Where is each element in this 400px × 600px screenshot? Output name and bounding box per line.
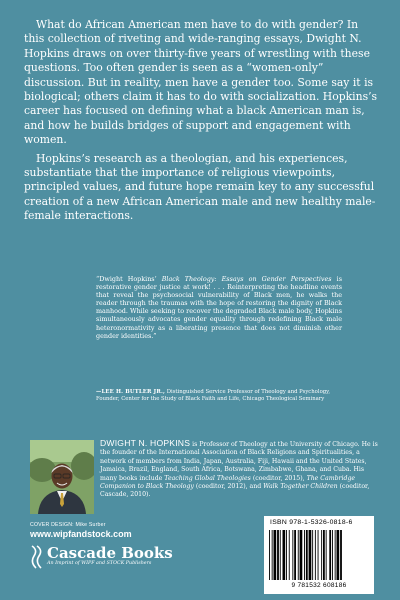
author-bio [100,439,380,500]
intro-blurb [24,18,379,224]
endorser-credit [96,389,342,403]
author-portrait-icon [30,440,94,514]
endorser-name: LEE H. BUTLER JR., [101,389,166,395]
quote-open: “Dwight Hopkins’ [96,275,162,283]
publisher-logo [30,543,200,571]
barcode-icon [267,530,371,580]
cascade-waterfall-icon [30,544,45,570]
publisher-website[interactable]: www.wipfandstock.com [30,529,132,539]
book-title: The Cambridge Companion to Black Theology [100,474,356,491]
isbn-label: ISBN 978-1-5326-0818-6 [270,519,353,526]
isbn-barcode-box [264,516,374,594]
author-name: DWIGHT N. HOPKINS [100,438,191,448]
bio-text: (coeditor, Cascade, 2010). [100,483,370,499]
book-title: Teaching Global Theologies [164,474,251,482]
publisher-tagline: An Imprint of WIPF and STOCK Publishers [47,561,152,566]
isbn-digits: 9 781532 608186 [291,582,347,589]
bio-text: (coeditor, 2012), and [193,483,264,491]
bio-text: is Professor of Theology at the University of Chicago. He is the founder of the International Association of Black Religions and Spiritualities, a network of members from India, Japan, Australia, Fiji, Hawaii and the United States, Jamaica, Brazil, England, South Africa, Botswana, Zimbabwe, Ghana, and Cuba. His many books include [100,441,378,482]
quoted-book-title: Black Theology: Essays on Gender Perspectives [161,275,332,283]
quote-body: is restorative gender justice at work! . . . Reinterpreting the headline events that reveal the psychosocial vulnerability of Black men, he walks the reader through the traumas with the hope of restoring the dignity of Black manhood. While seeking to recover the degraded Black male body, Hopkins simultaneously advocates gender equality through redefining Black male heteronormativity as a liberating presence that does not diminish other gender identities.” [96,275,342,340]
intro-paragraph-1: What do African American men have to do with gender? In this collection of riveting and wide-ranging essays, Dwight N. Hopkins draws on over thirty-five years of wrestling with these questions. Too often gender is seen as a “women-only” discussion. But in reality, men have a gender too. Some say it is biological; others claim it has to do with socialization. Hopkins’s career has focused on defining what a black American man is, and how he builds bridges of support and engagement with women. [24,18,378,147]
endorsement-quote [96,275,342,340]
author-photo [30,440,94,514]
cover-design-credit: COVER DESIGN: Mike Surber [30,522,106,528]
publisher-name: Cascade Books [47,544,173,562]
intro-paragraph-2: Hopkins’s research as a theologian, and his experiences, substantiate that the importance of religious viewpoints, principled values, and future hope remain key to any successful creation of a new African American male and new healthy male-female interactions. [24,151,376,223]
endorser-dash: — [96,389,102,395]
bio-text: (coeditor, 2015), [250,474,307,482]
book-title: Walk Together Children [263,483,338,491]
endorser-affiliation: Distinguished Service Professor of Theology and Psychology, Founder, Center for the Study of Black Faith and Life, Chicago Theological Seminary [96,389,331,402]
